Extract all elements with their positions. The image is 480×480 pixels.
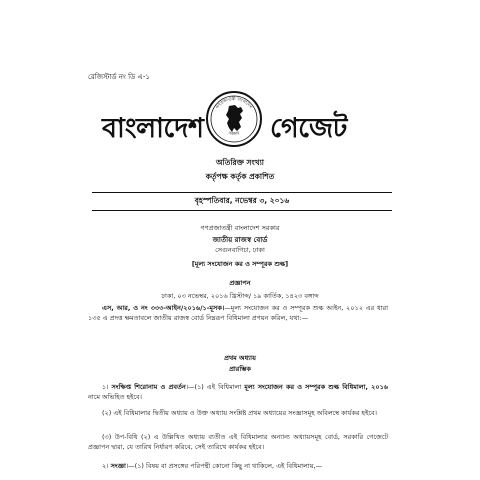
rule-2-text: ।—(১) বিষয় বা প্রসঙ্গের পরিপন্থী কোনো কিছু না থাকিলে, এই বিধিমালায়,— [125, 462, 323, 470]
svg-text:সরকার [227, 130, 241, 136]
rule-2-paragraph [88, 461, 388, 471]
seal-bottom-text: সরকার [228, 130, 240, 137]
date-line: বৃহস্পতিবার, নভেম্বর ৩, ২০১৬ [92, 192, 392, 211]
rule-1-title: মূল্য সংযোজন কর ও সম্পূরক শুল্ক বিধিমালা, ২০১৬ [244, 383, 389, 391]
rule-1-heading: সংক্ষিপ্ত শিরোনাম ও প্রবর্তন [111, 383, 186, 391]
masthead [0, 88, 480, 148]
subject-heading: [মূল্য সংযোজন কর ও সম্পূরক শুল্ক] [191, 260, 289, 268]
registration-number: রেজিস্টার্ড নং ডি এ-১ [88, 73, 150, 81]
rule-1-text-a: ।—(১) এই বিধিমালা [185, 383, 245, 391]
sro-number: এস, আর, ও নং ৩৩৩-আইন/২০১৬/১-মূসক। [102, 304, 225, 312]
sro-text: —মূল্য সংযোজন কর ও সম্পূরক শুল্ক আইন, ২০১২ এর ধারা ১৩৫ এ প্রদত্ত ক্ষমতাবলে জাতীয় রাজস্ব বোর্ড নিম্নরূপ বিধিমালা প্রণয়ন করিল, যথা:— [88, 304, 389, 322]
rule-1-3-text: (৩) উপ-বিধি (২) এ উল্লিখিত অধ্যায় ব্যতীত এই বিধিমালার অন্যান্য অধ্যায়সমূহ বোর্ড, সরকারি গেজেটে প্রজ্ঞাপন দ্বারা, যে তারিখ নির্ধারণ করিবে, সেই তারিখে কার্যকর হইবে। [88, 433, 388, 451]
chapter-subheading: প্রারম্ভিক [229, 365, 251, 373]
rule-1-3-paragraph [88, 432, 388, 452]
extra-issue-label: অতিরিক্ত সংখ্যা [216, 158, 264, 167]
board-name: জাতীয় রাজস্ব বোর্ড [212, 236, 268, 244]
rule-2-number: ২। [102, 462, 111, 470]
chapter-heading: প্রথম অধ্যায় [224, 354, 256, 362]
government-name: গণপ্রজাতন্ত্রী বাংলাদেশ সরকার [200, 224, 280, 232]
masthead-left-title: বাংলাদেশ [102, 113, 204, 144]
rule-1-text-c: নামে অভিহিত হইবে। [88, 393, 142, 401]
government-seal-icon [205, 90, 263, 148]
notice-date: ঢাকা, ০৩ নভেম্বর, ২০১৬ খ্রিস্টাব্দ/ ১৯ কার্তিক, ১৪২৩ বঙ্গাব্দ [161, 292, 319, 300]
masthead-right-title: গেজেট [270, 113, 347, 144]
bangladesh-map-icon [226, 105, 243, 132]
rule-1-2-paragraph [88, 408, 388, 418]
sro-paragraph [88, 303, 388, 323]
seal-top-text: গণপ্রজাতন্ত্রী বাংলাদেশ [214, 95, 254, 110]
rule-1-paragraph [88, 382, 388, 402]
board-location: সেগুনবাগিচা, ঢাকা [215, 246, 265, 254]
notice-title: প্রজ্ঞাপন [229, 279, 251, 287]
rule-1-number: ১। [102, 383, 112, 391]
rule-2-heading: সংজ্ঞা [110, 462, 126, 470]
rule-1-2-text: (২) এই বিধিমালার দ্বিতীয় অধ্যায় ও উক্ত অধ্যায় সংশ্লিষ্ট প্রথম অধ্যায়ের সংজ্ঞাসমূহ অবিলম্বে কার্যকর হইবে। [102, 409, 377, 417]
published-by-label: কর্তৃপক্ষ কর্তৃক প্রকাশিত [205, 172, 275, 181]
